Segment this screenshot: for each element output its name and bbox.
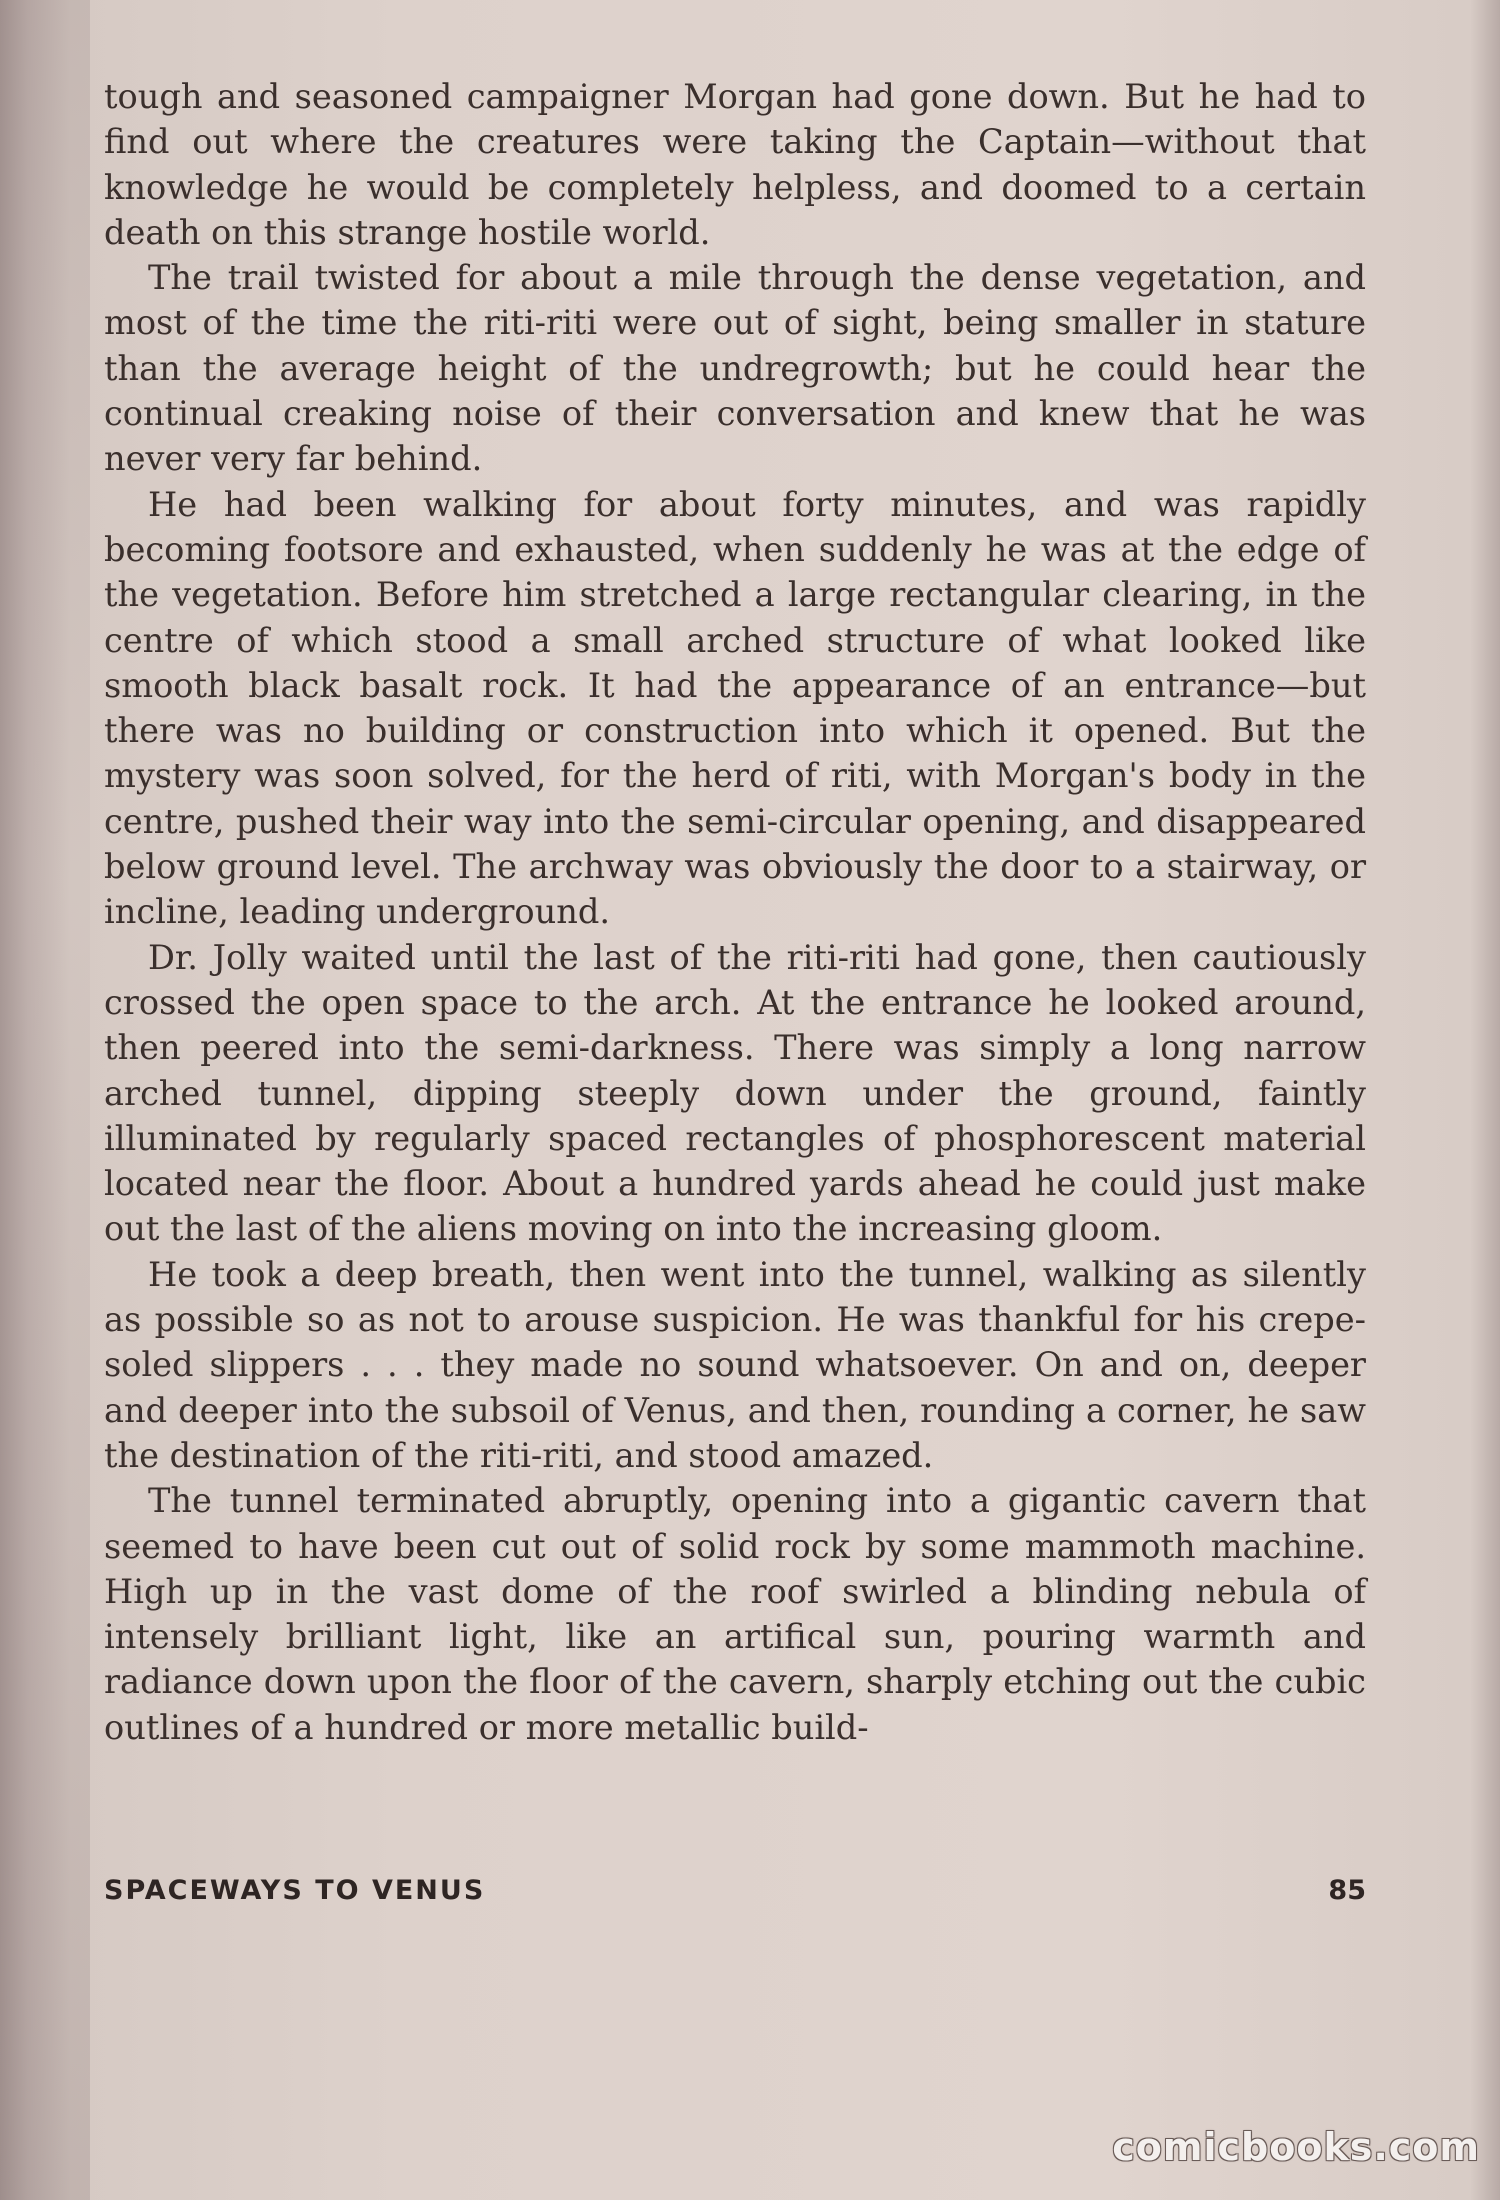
body-text (104, 74, 1366, 1750)
site-watermark: comicbooks.com (1112, 2125, 1480, 2169)
paragraph-6: The tunnel terminated abruptly, opening into a gigantic cavern that seemed to have been cut out of solid rock by some mammoth machine. High up in the vast dome of the roof swirled a blinding nebula of intensely brilliant light, like an artifical sun, pouring warmth and radiance down upon the floor of the cavern, sharply etching out the cubic outlines of a hundred or more metallic build- (104, 1481, 1366, 1747)
page-number: 85 (1328, 1875, 1366, 1906)
paragraph-5: He took a deep breath, then went into the tunnel, walking as silently as possible so as not to arouse suspicion. He was thankful for his crepe-soled slippers . . . they made no sound whatsoever. On and on, deeper and deeper into the subsoil of Venus, and then, rounding a corner, he saw the destination of the riti-riti, and stood amazed. (104, 1254, 1366, 1475)
running-footer-title: SPACEWAYS TO VENUS (104, 1875, 486, 1906)
paragraph-1: tough and seasoned campaigner Morgan had gone down. But he had to find out where the creatures were taking the Captain—without that knowledge he would be completely helpless, and doomed to a certain death on this strange hostile world. (104, 77, 1366, 252)
paragraph-3: He had been walking for about forty minutes, and was rapidly becoming footsore and exhausted, when suddenly he was at the edge of the vegetation. Before him stretched a large rectangular clearing, in the centre of which stood a small arched structure of what looked like smooth black basalt rock. It had the appearance of an entrance—but there was no building or construction into which it opened. But the mystery was soon solved, for the herd of riti, with Morgan's body in the centre, pushed their way into the semi-circular opening, and disappeared below ground level. The archway was obviously the door to a stairway, or incline, leading underground. (104, 484, 1366, 932)
paragraph-2: The trail twisted for about a mile through the dense vegetation, and most of the time the riti-riti were out of sight, being smaller in stature than the average height of the undregrowth; but he could hear the continual creaking noise of their conversation and knew that he was never very far behind. (104, 258, 1366, 479)
paragraph-4: Dr. Jolly waited until the last of the riti-riti had gone, then cautiously crossed the open space to the arch. At the entrance he looked around, then peered into the semi-darkness. There was simply a long narrow arched tunnel, dipping steeply down under the ground, faintly illuminated by regularly spaced rectangles of phosphorescent material located near the floor. About a hundred yards ahead he could just make out the last of the aliens moving on into the increasing gloom. (104, 937, 1366, 1249)
